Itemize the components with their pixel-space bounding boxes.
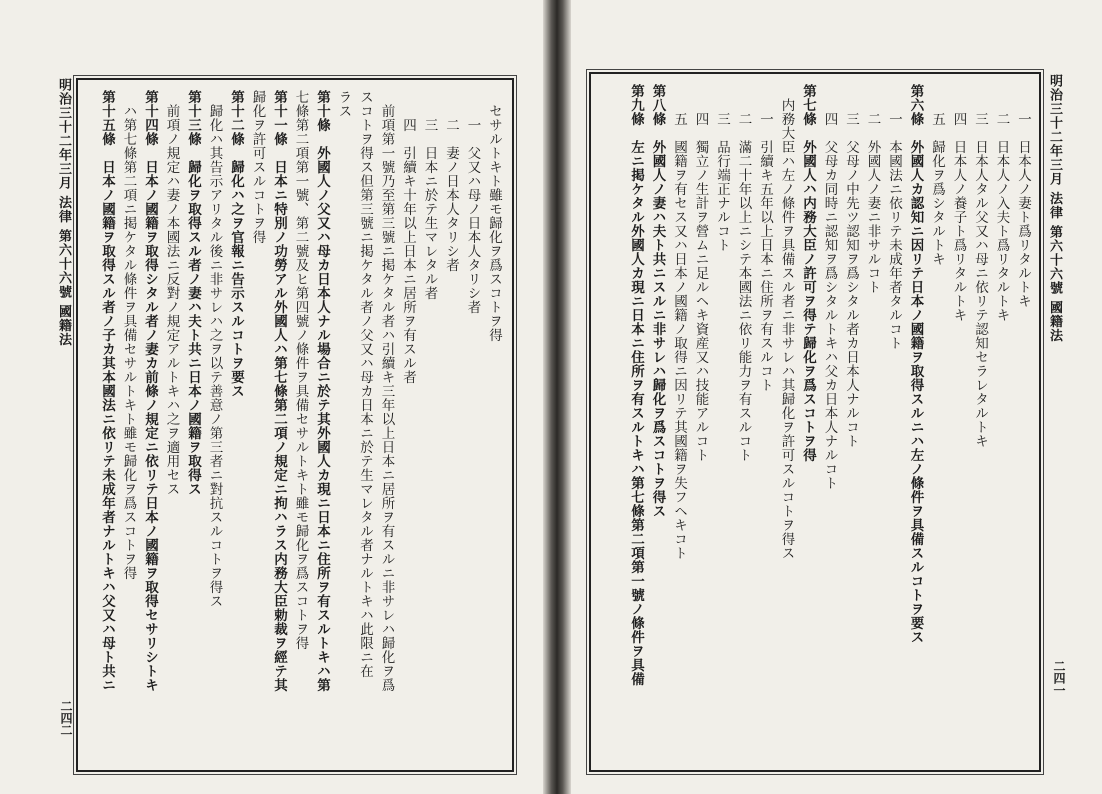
left-page-text-column: 一 父又ハ母ノ日本人タリシ者	[464, 118, 481, 314]
left-page-text-column: 第十條 外國人ノ父又ハ母カ日本人ナル場合ニ於テ其外國人カ現ニ日本ニ住所ヲ有スルトキハ第	[314, 90, 330, 692]
left-page-text-column: ハ第七條第二項ニ掲ケタル條件ヲ具備セサルトキト雖モ歸化ヲ爲スコトヲ得	[120, 104, 137, 580]
left-page-text-column: ラス	[335, 90, 352, 118]
left-page-text-column: 第十三條 歸化ヲ取得スル者ノ妻ハ夫ト共ニ日本ノ國籍ヲ取得ス	[185, 90, 201, 496]
right-page-text-column: 四 獨立ノ生計ヲ營ムニ足ルヘキ資産又ハ技能アルコト	[692, 112, 709, 462]
right-page-number: 二四一	[1052, 660, 1066, 696]
right-page-text-column: 一 日本人ノ妻ト爲リタルトキ	[1015, 112, 1031, 308]
left-page-text-column: スコトヲ得ス但第三號ニ掲ケタル者ノ父又ハ母カ日本ニ於テ生マレタル者ナルトキハ此限ニ在	[357, 90, 373, 678]
left-page-text-column: 第十一條 日本ニ特別ノ功勞アル外國人ハ第七條第二項ノ規定ニ拘ハラス内務大臣勅裁ヲ經テ其	[271, 90, 287, 692]
right-page-text-column: 四 父母カ同時ニ認知ヲ爲シタルトキハ父カ日本人ナルコト	[821, 112, 838, 490]
right-page-text-frame	[589, 72, 1041, 772]
left-page-text-column: 前項第一號乃至第三號ニ掲ケタル者ハ引續キ三年以上日本ニ居所ヲ有スルニ非サレハ歸化ヲ爲	[378, 104, 395, 692]
right-page-text-column: 内務大臣ハ左ノ條件ヲ具備スル者ニ非サレハ其歸化ヲ許可スルコトヲ得ス	[778, 98, 795, 560]
right-page-text-column: 五 國籍ヲ有セス又ハ日本ノ國籍ノ取得ニ因リテ其國籍ヲ失フヘキコト	[671, 112, 687, 560]
left-page-text-column: 第十五條 日本ノ國籍ヲ取得スル者ノ子カ其本國法ニ依リテ未成年者ナルトキハ父又ハ母ト共ニ	[99, 90, 115, 692]
right-page-text-column: 三 品行端正ナルコト	[714, 112, 730, 252]
left-page-text-column: 歸化ヲ許可スルコトヲ得	[249, 90, 266, 244]
left-page-number: 二四二	[59, 700, 73, 736]
right-page-text-column: 第八條 外國人ノ妻ハ夫ト共ニスルニ非サレハ歸化ヲ爲スコトヲ得ス	[649, 84, 666, 518]
right-page-text-column: 一 引續キ五年以上日本ニ住所ヲ有スルコト	[757, 112, 773, 392]
left-page-text-column: 歸化ハ其告示アリタル後ニ非サレハ之ヲ以テ善意ノ第三者ニ對抗スルコトヲ得ス	[206, 104, 223, 608]
left-page	[40, 0, 540, 794]
book-spine	[543, 0, 571, 794]
left-page-text-column: 四 引續キ十年以上日本ニ居所ヲ有スル者	[400, 118, 416, 384]
left-page-columns	[86, 90, 504, 760]
left-page-text-column: 二 妻ノ日本人タリシ者	[443, 118, 459, 272]
left-page-text-frame	[76, 78, 514, 772]
right-page-text-column: 二 滿二十年以上ニシテ本國法ニ依リ能力ヲ有スルコト	[735, 112, 752, 462]
right-page-text-column: 第六條 外國人カ認知ニ因リテ日本ノ國籍ヲ取得スルニハ左ノ條件ヲ具備スルコトヲ要ス	[907, 84, 924, 644]
right-page-text-column: 三 日本人タル父又ハ母ニ依リテ認知セラレタルトキ	[972, 112, 988, 448]
right-page-text-column: 第九條 左ニ掲ケタル外國人カ現ニ日本ニ住所ヲ有スルトキハ第七條第二項第一號ノ條件ヲ具備	[628, 84, 644, 686]
left-page-text-column: 第十四條 日本ノ國籍ヲ取得シタル者ノ妻カ前條ノ規定ニ依リテ日本ノ國籍ヲ取得セサリシトキ	[142, 90, 158, 692]
left-page-text-column: 七條第二項第一號、第二號及ヒ第四號ノ條件ヲ具備セサルトキト雖モ歸化ヲ爲スコトヲ得	[292, 90, 309, 650]
right-page-text-column: 四 日本人ノ養子ト爲リタルトキ	[950, 112, 967, 322]
right-page-text-column: 一 本國法ニ依リテ未成年者タルコト	[886, 112, 902, 350]
right-page-text-column: 三 父母ノ中先ツ認知ヲ爲シタル者カ日本人ナルコト	[843, 112, 859, 448]
left-page-text-column: 前項ノ規定ハ妻ノ本國法ニ反對ノ規定アルトキハ之ヲ適用セス	[163, 104, 180, 496]
right-page-text-column: 二 外國人ノ妻ニ非サルコト	[864, 112, 881, 294]
left-page-text-column: 三 日本ニ於テ生マレタル者	[421, 118, 438, 300]
right-page-columns	[597, 84, 1033, 760]
right-page	[575, 0, 1075, 794]
left-page-text-column: 第十二條 歸化ハ之ヲ官報ニ告示スルコトヲ要ス	[228, 90, 244, 398]
right-page-text-column: 二 日本人ノ入夫ト爲リタルトキ	[993, 112, 1010, 322]
right-page-text-column: 五 歸化ヲ爲シタルトキ	[929, 112, 945, 266]
left-page-header: 明治三十二年三月 法律 第六十六號 國籍法	[56, 78, 71, 347]
right-page-text-column: 第七條 外國人ハ内務大臣ノ許可ヲ得テ歸化ヲ爲スコトヲ得	[800, 84, 816, 462]
left-page-text-column: セサルトキト雖モ歸化ヲ爲スコトヲ得	[486, 104, 502, 342]
right-page-header: 明治三十二年三月 法律 第六十六號 國籍法	[1047, 74, 1062, 343]
